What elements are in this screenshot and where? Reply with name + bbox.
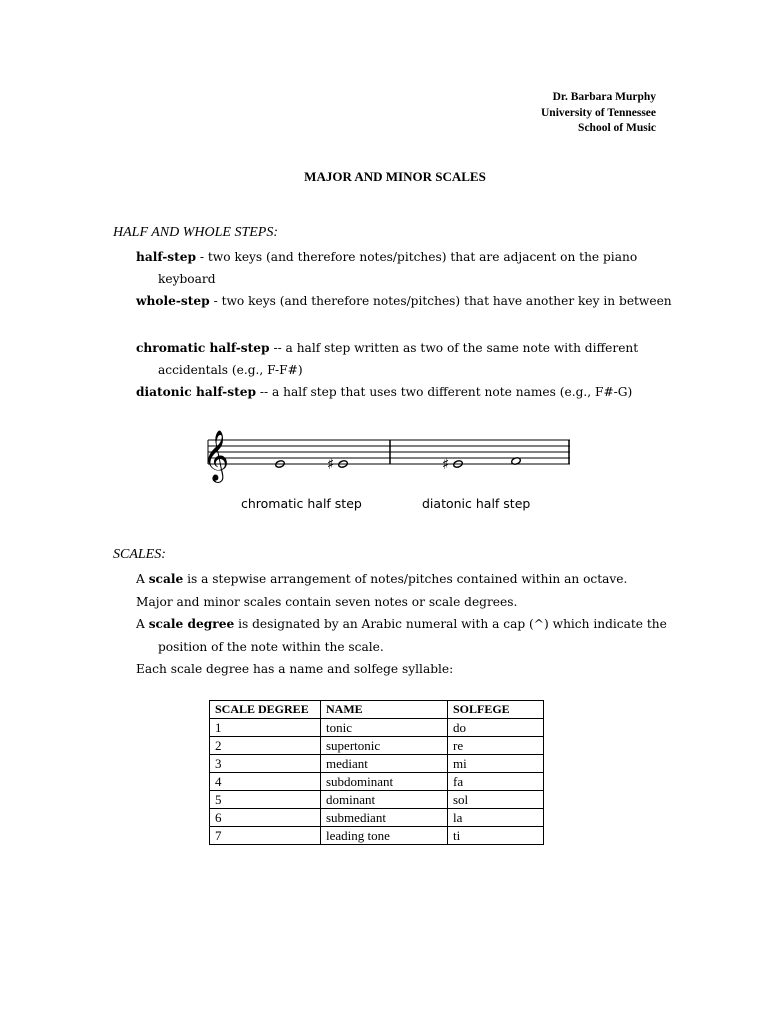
scale-degree-term: scale degree [148, 617, 235, 631]
table-row [210, 809, 544, 827]
page-title: MAJOR AND MINOR SCALES [304, 169, 486, 184]
table-header-cell: NAME [321, 701, 448, 719]
scale-term: scale [148, 572, 184, 586]
half-step-text: - two keys (and therefore notes/pitches) that are adjacent on the piano [196, 250, 638, 264]
table-header-cell: SOLFEGE [448, 701, 544, 719]
table-cell: ti [448, 827, 544, 845]
table-cell: dominant [321, 791, 448, 809]
table-cell: subdominant [321, 773, 448, 791]
table-cell: 6 [210, 809, 321, 827]
section-heading-scales: SCALES: [113, 547, 166, 562]
diatonic-term: diatonic half-step [136, 385, 256, 399]
table-row [210, 827, 544, 845]
table-cell: re [448, 737, 544, 755]
table-row [210, 737, 544, 755]
author-header [541, 90, 656, 137]
section-heading-steps: HALF AND WHOLE STEPS: [113, 225, 279, 240]
chromatic-half-step-label: chromatic half step [241, 496, 362, 511]
table-cell: 7 [210, 827, 321, 845]
scales-line-4: Each scale degree has a name and solfege syllable: [136, 662, 454, 676]
table-cell: mediant [321, 755, 448, 773]
table-row [210, 755, 544, 773]
scales-line-2: Major and minor scales contain seven notes or scale degrees. [136, 594, 518, 609]
author-name: Dr. Barbara Murphy [552, 91, 656, 103]
table-header-cell: SCALE DEGREE [210, 701, 321, 719]
scales-line-3-cont: position of the note within the scale. [158, 639, 384, 654]
table-cell: la [448, 809, 544, 827]
sharp-icon: ♯ [327, 455, 335, 473]
whole-step-text: - two keys (and therefore notes/pitches) that have another key in between [209, 294, 672, 308]
table-cell: do [448, 719, 544, 737]
table-row [210, 719, 544, 737]
author-institution: University of Tennessee [541, 106, 656, 119]
scale-degree-table [209, 700, 544, 845]
table-row [210, 773, 544, 791]
author-school: School of Music [578, 122, 656, 134]
table-cell: 5 [210, 791, 321, 809]
table-cell: 1 [210, 719, 321, 737]
table-cell: 3 [210, 755, 321, 773]
table-cell: mi [448, 755, 544, 773]
half-step-definition [136, 246, 672, 312]
table-cell: submediant [321, 809, 448, 827]
chromatic-term: chromatic half-step [136, 341, 270, 355]
half-step-text-cont: keyboard [158, 272, 216, 286]
whole-step-term: whole-step [136, 294, 210, 308]
table-cell: 4 [210, 773, 321, 791]
treble-clef-icon: 𝄞 [203, 430, 230, 481]
half-step-types [136, 337, 638, 403]
table-cell: supertonic [321, 737, 448, 755]
half-step-term: half-step [136, 250, 197, 264]
chromatic-text-cont: accidentals (e.g., F-F#) [158, 363, 303, 377]
table-cell: leading tone [321, 827, 448, 845]
diatonic-half-step-label: diatonic half step [422, 496, 531, 511]
scales-text: A scale is a stepwise arrangement of notes/pitches contained within an octave. Major and minor scales contain seven notes or scale degrees. A scale degree is designated by an Arabic numeral with a cap (^) which indicate the position of the note within the scale. Each scale degree has a name and solfege syllable: [136, 568, 667, 681]
diatonic-text: -- a half step that uses two different note names (e.g., F#-G) [255, 385, 633, 399]
staff-lines [208, 440, 570, 464]
table-cell: tonic [321, 719, 448, 737]
table-cell: fa [448, 773, 544, 791]
table-row [210, 791, 544, 809]
music-staff [200, 428, 580, 488]
table-cell: sol [448, 791, 544, 809]
chromatic-text: -- a half step written as two of the same note with different [269, 341, 639, 355]
sharp-icon: ♯ [442, 455, 450, 473]
table-header-row [210, 701, 544, 719]
table-cell: 2 [210, 737, 321, 755]
